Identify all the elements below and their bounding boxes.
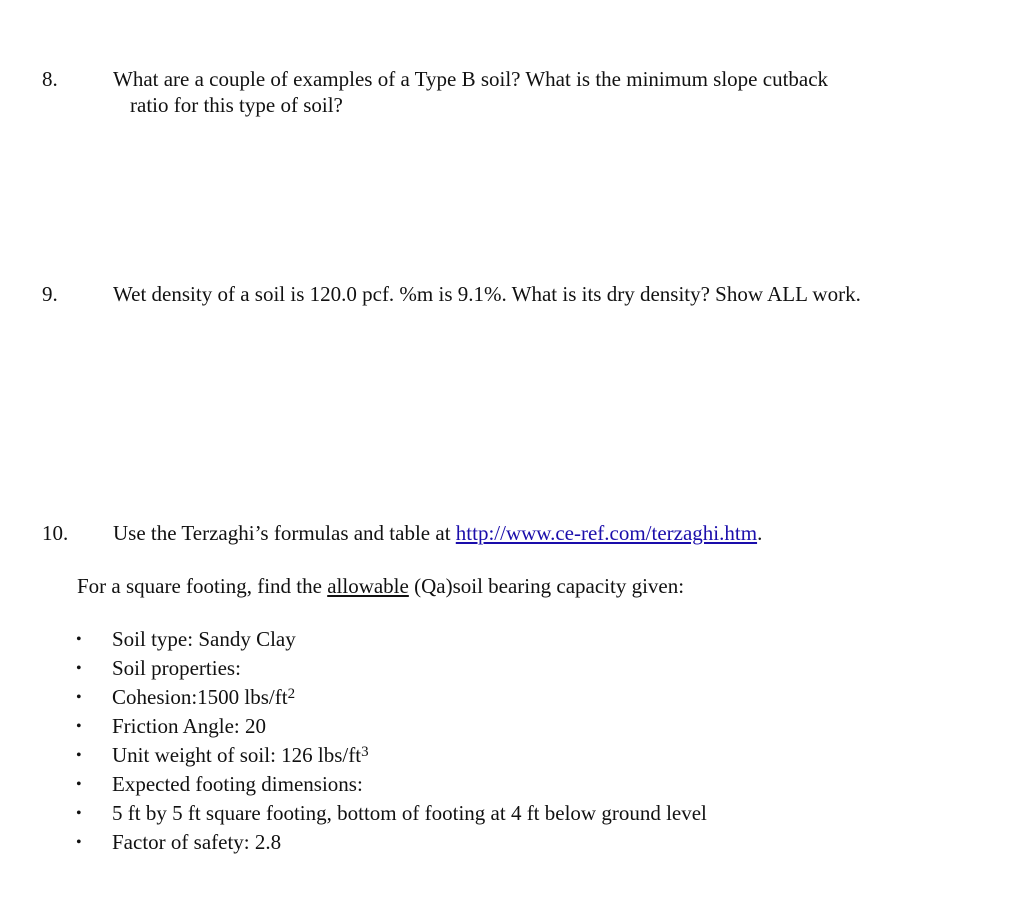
list-item <box>0 770 1024 799</box>
list-item-text: 5 ft by 5 ft square footing, bottom of footing at 4 ft below ground level <box>112 801 707 825</box>
bullet-icon: • <box>76 631 82 648</box>
question-prefix: Use the Terzaghi’s formulas and table at <box>113 521 456 545</box>
question-text <box>113 281 993 307</box>
bullet-icon: • <box>76 747 82 764</box>
question-number: 10. <box>42 521 69 545</box>
list-item <box>0 625 1024 654</box>
superscript-exponent: 2 <box>287 686 296 702</box>
list-item-text: Soil type: Sandy Clay <box>112 627 296 651</box>
paragraph-text-before: For a square footing, find the <box>77 574 328 598</box>
question-number: 8. <box>42 67 58 91</box>
bullet-icon: • <box>76 834 82 851</box>
given-values-list <box>0 625 1024 857</box>
paragraph-underlined-word: allowable <box>327 574 409 598</box>
question-suffix: . <box>757 521 763 545</box>
bullet-icon: • <box>76 689 82 706</box>
question-line-1: Wet density of a soil is 120.0 pcf. %m is 9.1%. What is its dry density? Show ALL work. <box>113 282 861 306</box>
list-item-text: Friction Angle: 20 <box>112 714 266 738</box>
bullet-icon: • <box>76 805 82 822</box>
question-line-1: What are a couple of examples of a Type B soil? What is the minimum slope cutback <box>113 67 829 91</box>
list-item-text: Expected footing dimensions: <box>112 772 363 796</box>
list-item-main-text: Cohesion:1500 lbs/ft <box>112 685 288 709</box>
list-item-text: Factor of safety: 2.8 <box>112 830 282 854</box>
list-item <box>0 654 1024 683</box>
superscript-exponent: 3 <box>361 744 369 760</box>
terzaghi-link[interactable]: http://www.ce-ref.com/terzaghi.htm <box>455 521 758 545</box>
list-item-text: Soil properties: <box>112 656 241 680</box>
list-item-text <box>112 683 295 712</box>
list-item <box>0 799 1024 828</box>
question-number: 9. <box>42 282 58 306</box>
bullet-icon: • <box>76 776 82 793</box>
list-item-text <box>112 741 369 770</box>
paragraph-text-after: (Qa)soil bearing capacity given: <box>408 574 685 598</box>
list-item <box>0 712 1024 741</box>
question-line-2: ratio for this type of soil? <box>130 93 343 117</box>
bullet-icon: • <box>76 660 82 677</box>
list-item-main-text: Unit weight of soil: 126 lbs/ft <box>112 743 362 767</box>
question-text <box>113 66 993 118</box>
footing-paragraph <box>77 573 684 599</box>
list-item <box>0 683 1024 712</box>
question-text <box>113 520 993 546</box>
bullet-icon: • <box>76 718 82 735</box>
list-item <box>0 828 1024 857</box>
list-item <box>0 741 1024 770</box>
